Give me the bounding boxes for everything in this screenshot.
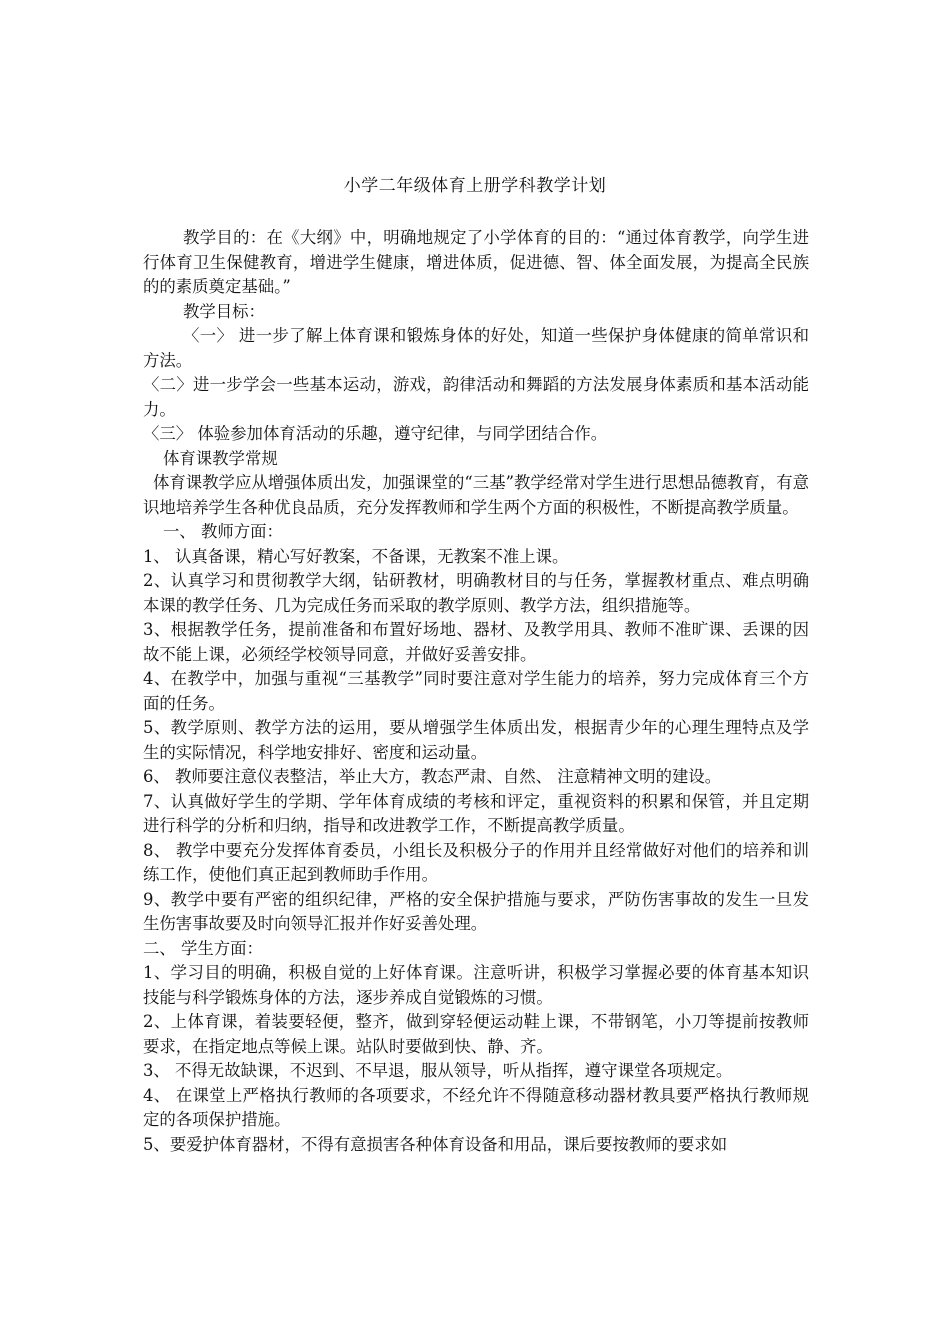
paragraph-teacher-6: 6、 教师要注意仪表整洁，举止大方，教态严肃、自然、 注意精神文明的建设。 [143,767,722,786]
paragraph-student-2: 2、上体育课，着装要轻便，整齐，做到穿轻便运动鞋上课，不带钢笔，小刀等提前按教师要求，在指定地点等候上课。站队时要做到快、静、齐。 [143,1012,809,1056]
paragraph-goal-3: 〈三〉 体验参加体育活动的乐趣，遵守纪律，与同学团结合作。 [143,424,608,443]
document-body [143,226,809,1157]
paragraph-routine-intro: 体育课教学应从增强体质出发，加强课堂的“三基”教学经常对学生进行思想品德教育，有意识地培养学生各种优良品质，充分发挥教师和学生两个方面的积极性，不断提高教学质量。 [143,473,809,517]
paragraph-teacher-8: 8、 教学中要充分发挥体育委员，小组长及积极分子的作用并且经常做好对他们的培养和训练工作，使他们真正起到教师助手作用。 [143,840,809,884]
paragraph-teacher-5: 5、教学原则、教学方法的运用，要从增强学生体质出发，根据青少年的心理生理特点及学生的实际情况，科学地安排好、密度和运动量。 [143,718,809,762]
paragraph-student-1: 1、学习目的明确，积极自觉的上好体育课。注意听讲，积极学习掌握必要的体育基本知识技能与科学锻炼身体的方法，逐步养成自觉锻炼的习惯。 [143,963,809,1007]
paragraph-teacher-3: 3、根据教学任务，提前准备和布置好场地、器材、及教学用具、教师不准旷课、丢课的因故不能上课，必须经学校领导同意，并做好妥善安排。 [143,620,809,664]
paragraph-purpose: 教学目的：在《大纲》中，明确地规定了小学体育的目的：“通过体育教学，向学生进行体育卫生保健教育，增进学生健康，增进体质，促进德、智、体全面发展，为提高全民族的的素质奠定基础。” [143,228,809,296]
paragraph-routine-heading: 体育课教学常规 [163,448,278,468]
paragraph-goal-2: 〈二〉进一步学会一些基本运动，游戏，韵律活动和舞蹈的方法发展身体素质和基本活动能力。 [143,375,809,419]
paragraph-student-heading: 二、 学生方面： [143,938,263,958]
paragraph-teacher-4: 4、在教学中，加强与重视“三基教学”同时要注意对学生能力的培养，努力完成体育三个方面的任务。 [143,669,809,713]
paragraph-teacher-7: 7、认真做好学生的学期、学年体育成绩的考核和评定，重视资料的积累和保管，并且定期进行科学的分析和归纳，指导和改进教学工作，不断提高教学质量。 [143,791,809,835]
document-title: 小学二年级体育上册学科教学计划 [343,176,607,196]
paragraph-teacher-heading: 一、 教师方面： [163,522,283,541]
paragraph-goals-heading: 教学目标： [183,301,265,321]
paragraph-student-5: 5、要爱护体育器材，不得有意损害各种体育设备和用品，课后要按教师的要求如 [143,1134,728,1154]
paragraph-student-4: 4、 在课堂上严格执行教师的各项要求，不经允许不得随意移动器材教具要严格执行教师规定的各项保护措施。 [143,1085,809,1129]
paragraph-goal-1: 〈一〉 进一步了解上体育课和锻炼身体的好处，知道一些保护身体健康的简单常识和方法。 [143,326,809,370]
paragraph-teacher-9: 9、教学中要有严密的组织纪律，严格的安全保护措施与要求，严防伤害事故的发生一旦发生伤害事故要及时向领导汇报并作好妥善处理。 [143,889,809,933]
paragraph-student-3: 3、 不得无故缺课，不迟到、不早退，服从领导，听从指挥，遵守课堂各项规定。 [143,1061,733,1080]
paragraph-teacher-2: 2、认真学习和贯彻教学大纲，钻研教材，明确教材目的与任务，掌握教材重点、难点明确本课的教学任务、几为完成任务而采取的教学原则、教学方法，组织措施等。 [143,571,809,615]
paragraph-teacher-1: 1、 认真备课，精心写好教案，不备课，无教案不准上课。 [143,546,569,566]
